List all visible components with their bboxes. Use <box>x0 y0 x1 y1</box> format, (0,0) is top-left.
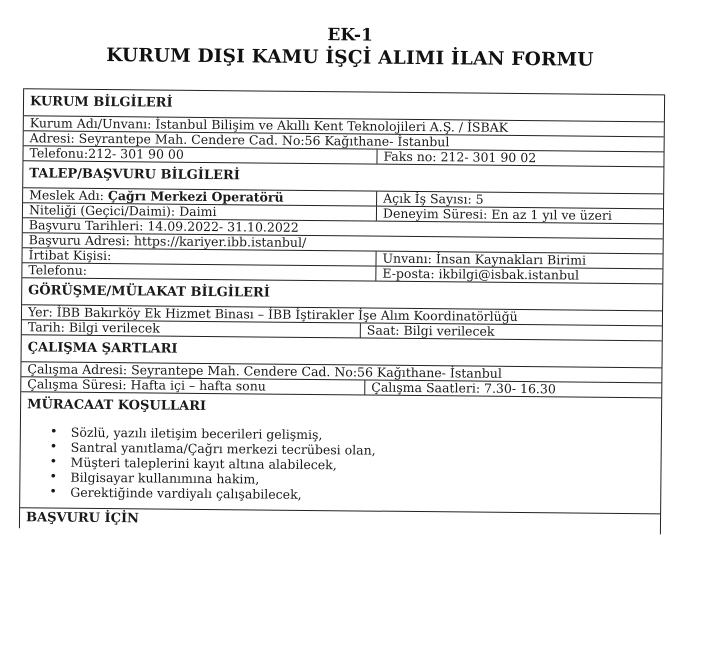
application-address: Başvuru Adresi: https://kariyer.ibb.istanbul/ <box>28 232 307 250</box>
institution-name: Kurum Adı/Unvanı: İstanbul Bilişim ve Akıllı Kent Teknolojileri A.Ş. / İSBAK <box>29 115 509 135</box>
interview-time: Saat: Bilgi verilecek <box>360 323 662 340</box>
condition-text: Gerektiğinde vardiyalı çalışabilecek, <box>70 484 302 502</box>
institution-phone: Telefonu:212- 301 90 00 <box>29 145 184 162</box>
annex-label: EK-1 <box>327 25 373 46</box>
institution-address: Adresi: Seyrantepe Mah. Cendere Cad. No:56 Kağıthane- İstanbul <box>29 130 450 150</box>
condition-text: Sözlü, yazılı iletişim becerileri gelişmiş, <box>70 424 323 443</box>
section-heading: KURUM BİLGİLERİ <box>29 94 173 111</box>
conditions-list <box>20 424 661 505</box>
bullet-icon: • <box>49 469 58 485</box>
experience-requirement: Deneyim Süresi: En az 1 yıl ve üzeri <box>376 207 663 224</box>
section-heading: BAŞVURU İÇİN <box>25 510 140 527</box>
conditions-list-wrapper <box>20 418 661 513</box>
contact-person: İrtibat Kişisi: <box>28 247 112 264</box>
position-nature: Niteliği (Geçici/Daimi): Daimi <box>28 202 217 220</box>
profession-label: Meslek Adı: <box>29 187 108 204</box>
section-heading: MÜRACAAT KOŞULLARI <box>27 397 207 414</box>
profession-value: Çağrı Merkezi Operatörü <box>107 188 284 205</box>
institution-fax: Faks no: 212- 301 90 02 <box>376 150 663 167</box>
contact-email: E-posta: ikbilgi@isbak.istanbul <box>375 267 662 284</box>
interview-date: Tarih: Bilgi verilecek <box>27 319 160 336</box>
section-heading: ÇALIŞMA ŞARTLARI <box>27 340 178 357</box>
work-address: Çalışma Adresi: Seyrantepe Mah. Cendere Cad. No:56 Kağıthane- İstanbul <box>27 361 502 381</box>
work-hours: Çalışma Saatleri: 7.30- 16.30 <box>364 381 661 398</box>
condition-text: Santral yanıtlama/Çağrı merkezi tecrübesi olan, <box>70 439 376 458</box>
condition-text: Bilgisayar kullanımına hakim, <box>70 469 260 487</box>
contact-title: Unvanı: İnsan Kaynakları Birimi <box>375 252 662 269</box>
section-heading: GÖRÜŞME/MÜLAKAT BİLGİLERİ <box>28 283 270 301</box>
bullet-icon: • <box>49 424 58 440</box>
bullet-icon: • <box>49 439 58 455</box>
interview-place: Yer: İBB Bakırköy Ek Hizmet Binası – İBB İştirakler İşe Alım Koordinatörlüğü <box>27 304 518 324</box>
work-duration: Çalışma Süresi: Hafta içi – hafta sonu <box>27 376 266 394</box>
bullet-icon: • <box>49 484 58 500</box>
announcement-form <box>19 88 665 534</box>
bullet-icon: • <box>49 454 58 470</box>
contact-phone: Telefonu: <box>28 262 88 278</box>
open-positions: Açık İş Sayısı: 5 <box>376 192 663 209</box>
condition-text: Müşteri taleplerini kayıt altına alabilecek, <box>70 454 337 473</box>
form-title: KURUM DIŞI KAMU İŞÇİ ALIMI İLAN FORMU <box>106 45 594 71</box>
section-heading: TALEP/BAŞVURU BİLGİLERİ <box>29 166 240 184</box>
application-dates: Başvuru Tarihleri: 14.09.2022- 31.10.2022 <box>28 217 299 235</box>
